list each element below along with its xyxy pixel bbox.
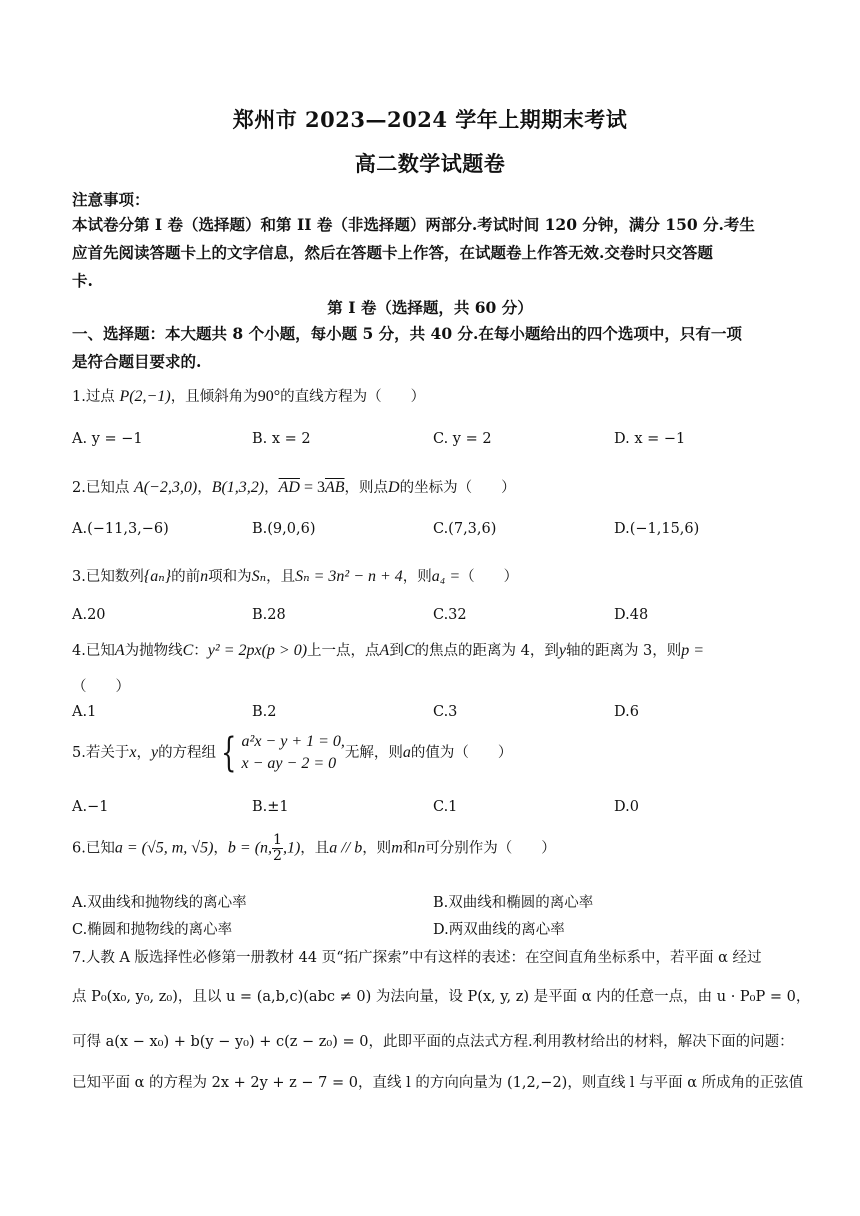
notice-line: 本试卷分第 I 卷（选择题）和第 II 卷（非选择题）两部分.考试时间 120 分钟，满分 150 分.考生 [72,215,755,234]
option-a: A.−1 [72,799,109,815]
section-instructions [72,320,792,376]
option-b: B.双曲线和椭圆的离心率 [433,895,594,911]
question-7-line: 已知平面 α 的方程为 2x + 2y + z − 7 = 0，直线 l 的方向向量为 (1,2,−2)，则直线 l 与平面 α 所成角的正弦值 [72,1075,804,1091]
option-b: B. x = 2 [252,431,311,447]
option-b: B.28 [252,607,286,623]
question-7-line: 可得 a(x − x₀) + b(y − y₀) + c(z − z₀) = 0，此即平面的点法式方程.利用教材给出的材料，解决下面的问题： [72,1034,794,1050]
option-b: B.(9,0,6) [252,521,316,537]
option-c: C. y = 2 [433,431,492,447]
section-line: 一、选择题：本大题共 8 个小题，每小题 5 分，共 40 分.在每小题给出的四个选项中，只有一项 [72,324,742,343]
question-7-line: 点 P₀(x₀, y₀, z₀)，且以 u = (a,b,c)(abc ≠ 0) 为法向量，设 P(x, y, z) 是平面 α 内的任意一点，由 u · P₀P = 0， [72,989,811,1005]
option-d: D.48 [614,607,649,623]
fraction: $\frac{1}{2}$ [273,832,282,864]
equation-system: a²x − y + 1 = 0, x − ay − 2 = 0 [241,733,345,772]
exam-subtitle: 高二数学试题卷 [354,151,506,176]
option-a: A.双曲线和抛物线的离心率 [72,895,247,911]
notice-heading: 注意事项： [72,190,150,209]
option-c: C.1 [433,799,458,815]
question-2-stem: 2.已知点 A(−2,3,0)，B(1,3,2)，$\overline{AD} = 3\overline{AB}$，则点D的坐标为（ ） [72,479,516,496]
option-d: D.0 [614,799,639,815]
question-6-stem: 6.已知a = (√5, m, √5)，b = (n, $\frac{1}{2}$ ,1)，且a // b，则m和n可分别作为（ ） [72,832,556,864]
exam-title: 郑州市 2023—2024 学年上期期末考试 [232,107,628,132]
question-7-line: 7.人教 A 版选择性必修第一册教材 44 页“拓广探索”中有这样的表述：在空间直角坐标系中，若平面 α 经过 [72,950,762,966]
question-3-stem: 3.已知数列{aₙ}的前n项和为Sₙ，且Sₙ = 3n² − n + 4，则a₄ =（ ） [72,568,519,585]
question-4-stem: 4.已知A为抛物线C：y² = 2px(p > 0)上一点，点A到C的焦点的距离为 4，到y轴的距离为 3，则p = [72,642,705,659]
notice-line: 卡. [72,271,93,290]
option-a: A.20 [72,607,106,623]
option-d: D.(−1,15,6) [614,521,700,537]
option-c: C.32 [433,607,467,623]
option-b: B.2 [252,704,277,720]
option-d: D.6 [614,704,639,720]
option-a: A.(−11,3,−6) [72,521,169,537]
option-d: D. x = −1 [614,431,686,447]
question-4-continuation: （ ） [72,679,130,695]
option-c: C.3 [433,704,458,720]
notice-body [72,211,792,295]
option-c: C.椭圆和抛物线的离心率 [72,922,233,938]
question-1-stem: 1.过点 P(2,−1)，且倾斜角为90°的直线方程为（ ） [72,388,426,405]
option-c: C.(7,3,6) [433,521,497,537]
option-a: A.1 [72,704,97,720]
option-d: D.两双曲线的离心率 [433,922,565,938]
question-5-stem: 5.若关于x，y的方程组 { a²x − y + 1 = 0, x − ay − 2 = 0 无解，则a的值为（ ） [72,730,513,776]
part-title: 第 I 卷（选择题，共 60 分） [327,298,533,317]
notice-line: 应首先阅读答题卡上的文字信息，然后在答题卡上作答，在试题卷上作答无效.交卷时只交答题 [72,243,713,262]
option-b: B.±1 [252,799,289,815]
section-line: 是符合题目要求的. [72,352,202,371]
option-a: A. y = −1 [72,431,143,447]
left-brace: { [221,730,237,776]
